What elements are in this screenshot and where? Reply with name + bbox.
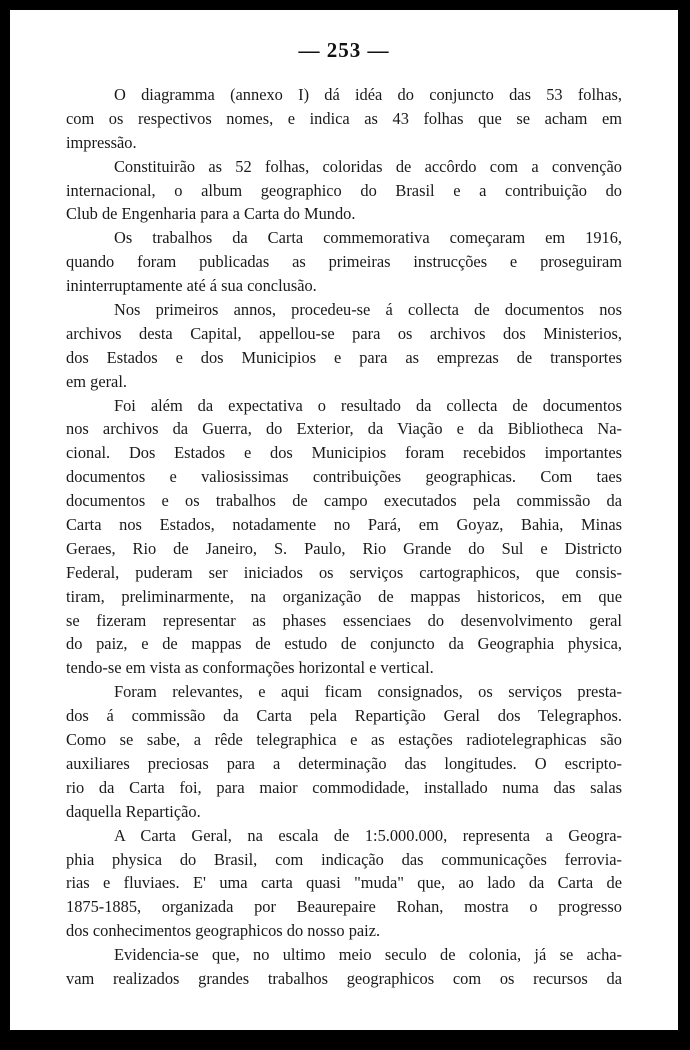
text-line: tiram, preliminarmente, na organização de mappas historicos, em que — [66, 586, 622, 606]
text-line: archivos desta Capital, appellou-se para os archivos dos Ministerios, — [66, 323, 622, 343]
text-line: dos Estados e dos Municipios e para as emprezas de transportes — [66, 347, 622, 367]
text-line: Constituirão as 52 folhas, coloridas de accôrdo com a convenção — [114, 156, 622, 176]
body-text — [66, 83, 622, 991]
text-line: vam realizados grandes trabalhos geographicos com os recursos da — [66, 968, 622, 988]
text-line: phia physica do Brasil, com indicação das communicações ferrovia- — [66, 849, 622, 869]
text-line: impressão. — [66, 132, 137, 152]
text-line: Club de Engenharia para a Carta do Mundo. — [66, 204, 356, 224]
text-line: dos conhecimentos geographicos do nosso paiz. — [66, 921, 381, 941]
text-line: auxiliares preciosas para a determinação das longitudes. O escripto- — [66, 753, 622, 773]
text-line: cional. Dos Estados e dos Municipios foram recebidos importantes — [66, 443, 622, 463]
text-line: Federal, puderam ser iniciados os serviços cartographicos, que consis- — [66, 562, 622, 582]
text-line: quando foram publicadas as primeiras instrucções e proseguiram — [66, 252, 622, 272]
text-line: Nos primeiros annos, procedeu-se á collecta de documentos nos — [114, 300, 622, 320]
text-line: se fizeram representar as phases essenciaes do desenvolvimento geral — [66, 610, 622, 630]
text-line: tendo-se em vista as conformações horizontal e vertical. — [66, 658, 434, 678]
text-line: nos archivos da Guerra, do Exterior, da Viação e da Bibliotheca Na- — [66, 419, 622, 439]
text-line: Foi além da expectativa o resultado da collecta de documentos — [114, 395, 622, 415]
text-line: Carta nos Estados, notadamente no Pará, em Goyaz, Bahia, Minas — [66, 515, 622, 535]
text-line: Evidencia-se que, no ultimo meio seculo de colonia, já se acha- — [114, 945, 622, 965]
text-line: O diagramma (annexo I) dá idéa do conjuncto das 53 folhas, — [114, 85, 622, 104]
text-line: internacional, o album geographico do Brasil e a contribuição do — [66, 180, 622, 200]
text-line: com os respectivos nomes, e indica as 43 folhas que se acham em — [66, 108, 622, 128]
text-line: ininterruptamente até á sua conclusão. — [66, 276, 317, 296]
text-line: do paiz, e de mappas de estudo de conjuncto da Geographia physica, — [66, 634, 622, 654]
text-line: em geral. — [66, 371, 127, 391]
text-line: A Carta Geral, na escala de 1:5.000.000, representa a Geogra- — [114, 825, 622, 845]
text-line: rio da Carta foi, para maior commodidade, installado numa das salas — [66, 777, 622, 797]
text-line: Como se sabe, a rêde telegraphica e as estações radiotelegraphicas são — [66, 730, 622, 750]
text-line: Foram relevantes, e aqui ficam consignados, os serviços presta- — [114, 682, 622, 702]
text-line: daquella Repartição. — [66, 801, 201, 821]
text-line: rias e fluviaes. E' uma carta quasi "muda" que, ao lado da Carta de — [66, 873, 622, 893]
text-line: Geraes, Rio de Janeiro, S. Paulo, Rio Grande do Sul e Districto — [66, 538, 622, 558]
text-line: documentos e valiosissimas contribuições geographicas. Com taes — [66, 467, 622, 487]
text-line: documentos e os trabalhos de campo executados pela commissão da — [66, 491, 622, 511]
text-line: 1875-1885, organizada por Beaurepaire Rohan, mostra o progresso — [66, 897, 622, 917]
page-number: — 253 — — [298, 38, 390, 62]
text-line: dos á commissão da Carta pela Repartição Geral dos Telegraphos. — [66, 706, 622, 726]
book-page — [10, 10, 678, 1030]
text-line: Os trabalhos da Carta commemorativa começaram em 1916, — [114, 228, 622, 248]
